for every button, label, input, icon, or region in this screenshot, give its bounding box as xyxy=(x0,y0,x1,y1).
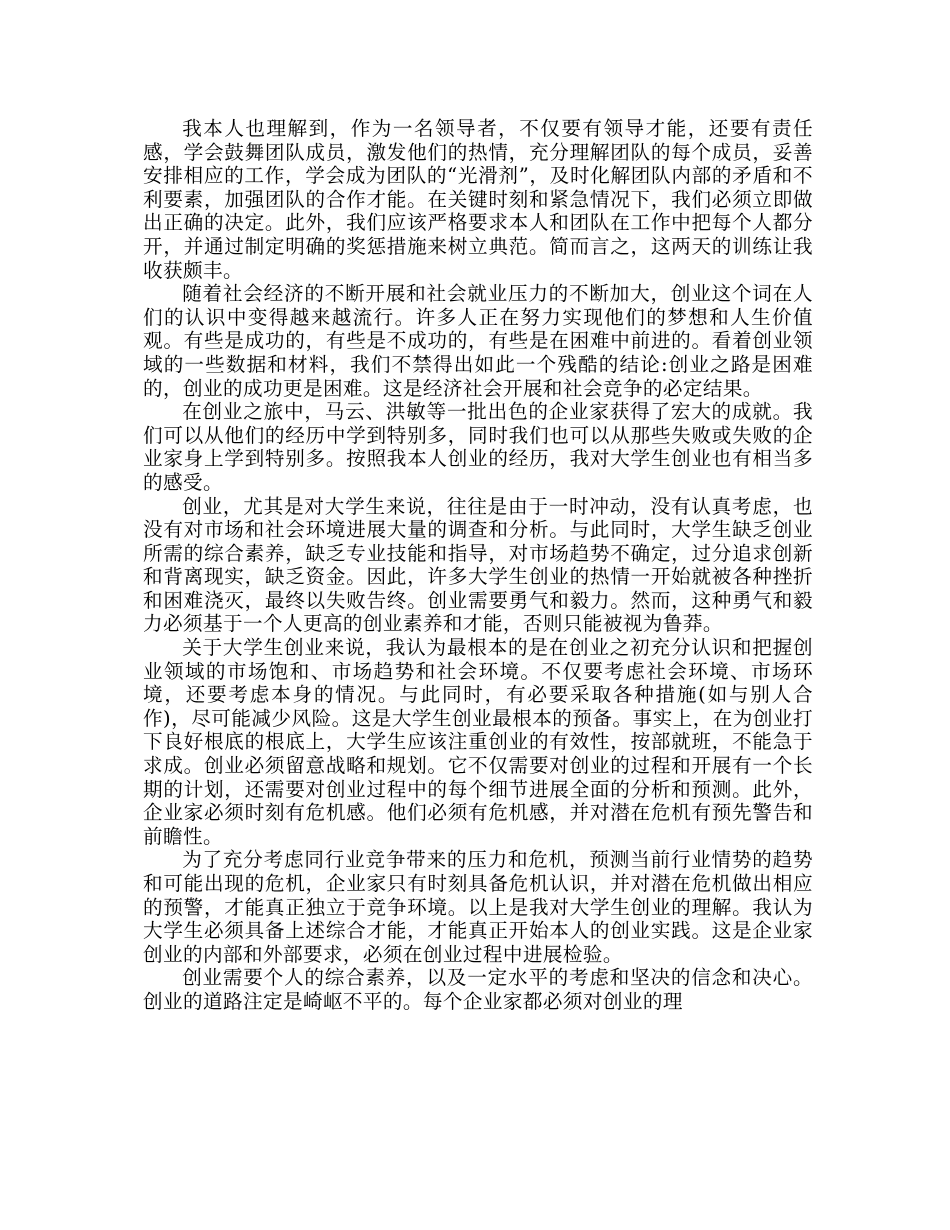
paragraph: 关于大学生创业来说，我认为最根本的是在创业之初充分认识和把握创业领域的市场饱和、市场趋势和社会环境。不仅要考虑社会环境、市场环境，还要考虑本身的情况。与此同时，有必要采取各种措施(如与别人合作)，尽可能减少风险。这是大学生创业最根本的预备。事实上，在为创业打下良好根底的根底上，大学生应该注重创业的有效性，按部就班，不能急于求成。创业必须留意战略和规划。它不仅需要对创业的过程和开展有一个长期的计划，还需要对创业过程中的每个细节进展全面的分析和预测。此外，企业家必须时刻有危机感。他们必须有危机感，并对潜在危机有预先警告和前瞻性。 xyxy=(143,636,813,848)
paragraph: 创业，尤其是对大学生来说，往往是由于一时冲动，没有认真考虑，也没有对市场和社会环境进展大量的调查和分析。与此同时，大学生缺乏创业所需的综合素养，缺乏专业技能和指导，对市场趋势不确定，过分追求创新和背离现实，缺乏资金。因此，许多大学生创业的热情一开始就被各种挫折和困难浇灭，最终以失败告终。创业需要勇气和毅力。然而，这种勇气和毅力必须基于一个人更高的创业素养和才能，否则只能被视为鲁莽。 xyxy=(143,494,813,636)
document-body xyxy=(143,117,813,1014)
paragraph: 为了充分考虑同行业竞争带来的压力和危机，预测当前行业情势的趋势和可能出现的危机，企业家只有时刻具备危机认识，并对潜在危机做出相应的预警，才能真正独立于竞争环境。以上是我对大学生创业的理解。我认为大学生必须具备上述综合才能，才能真正开始本人的创业实践。这是企业家创业的内部和外部要求，必须在创业过程中进展检验。 xyxy=(143,848,813,966)
paragraph: 我本人也理解到，作为一名领导者，不仅要有领导才能，还要有责任感，学会鼓舞团队成员，激发他们的热情，充分理解团队的每个成员，妥善安排相应的工作，学会成为团队的“光滑剂”，及时化解团队内部的矛盾和不利要素，加强团队的合作才能。在关键时刻和紧急情况下，我们必须立即做出正确的决定。此外，我们应该严格要求本人和团队在工作中把每个人都分开，并通过制定明确的奖惩措施来树立典范。简而言之，这两天的训练让我收获颇丰。 xyxy=(143,117,813,282)
paragraph: 创业需要个人的综合素养，以及一定水平的考虑和坚决的信念和决心。创业的道路注定是崎岖不平的。每个企业家都必须对创业的理 xyxy=(143,966,813,1013)
paragraph: 随着社会经济的不断开展和社会就业压力的不断加大，创业这个词在人们的认识中变得越来越流行。许多人正在努力实现他们的梦想和人生价值观。有些是成功的，有些是不成功的，有些是在困难中前进的。看着创业领域的一些数据和材料，我们不禁得出如此一个残酷的结论:创业之路是困难的，创业的成功更是困难。这是经济社会开展和社会竞争的必定结果。 xyxy=(143,282,813,400)
paragraph: 在创业之旅中，马云、洪敏等一批出色的企业家获得了宏大的成就。我们可以从他们的经历中学到特别多，同时我们也可以从那些失败或失败的企业家身上学到特别多。按照我本人创业的经历，我对大学生创业也有相当多的感受。 xyxy=(143,400,813,494)
